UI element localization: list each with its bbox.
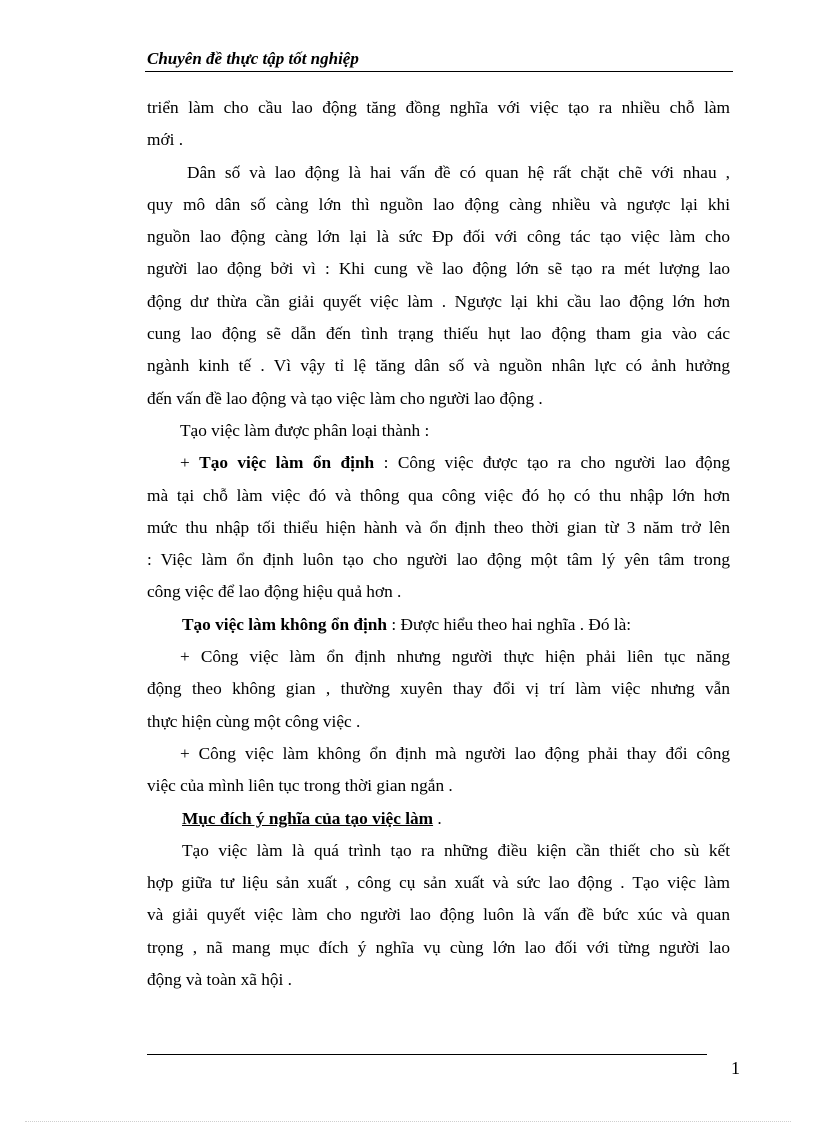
page-header-title: Chuyên đề thực tập tốt nghiệp [147, 49, 359, 68]
text-line: cung lao động sẽ dẫn đến tình trạng thiếu hụt lao động tham gia vào các [147, 324, 730, 344]
page-number: 1 [731, 1058, 740, 1078]
bold-term: Tạo việc làm ổn định [199, 453, 375, 473]
text-line: mức thu nhập tối thiểu hiện hành và ổn định theo thời gian từ 3 năm trở lên [147, 517, 730, 537]
text-span: . [433, 808, 442, 828]
text-line: thực hiện cùng một công việc . [147, 711, 361, 731]
document-body [147, 92, 730, 996]
text-span: : Được hiểu theo hai nghĩa . Đó là: [387, 614, 632, 634]
text-line: + Công việc làm không ổn định mà người lao động phải thay đổi công [180, 743, 730, 763]
footer-rule [147, 1054, 707, 1055]
text-line [147, 447, 730, 479]
text-line: : Việc làm ổn định luôn tạo cho người lao động một tâm lý yên tâm trong [147, 550, 730, 570]
text-line: mới . [147, 130, 184, 150]
text-line [147, 803, 730, 835]
text-line: ngành kinh tế . Vì vậy tỉ lệ tăng dân số và nguồn nhân lực có ảnh hưởng [147, 356, 730, 376]
text-line: việc của mình liên tục trong thời gian ngắn . [147, 776, 453, 796]
text-line: + Công việc làm ổn định nhưng người thực hiện phải liên tục năng [180, 647, 730, 667]
bullet-plus: + [180, 453, 200, 473]
text-line: mà tại chỗ làm việc đó và thông qua công việc đó họ có thu nhập lớn hơn [147, 485, 730, 505]
text-line: trọng , nã mang mục đích ý nghĩa vụ cùng lớn lao đối với từng người lao [147, 937, 730, 957]
bold-term: Tạo việc làm không ổn định [182, 614, 388, 634]
text-line: Tạo việc làm được phân loại thành : [180, 420, 430, 440]
text-line: và giải quyết việc làm cho người lao động luôn là vấn đề bức xúc và quan [147, 905, 730, 925]
text-line: quy mô dân số càng lớn thì nguồn lao động càng nhiều và ngược lại khi [147, 194, 730, 214]
text-line: Dân số và lao động là hai vấn đề có quan hệ rất chặt chẽ với nhau , [187, 162, 730, 182]
page-bottom-divider [25, 1121, 791, 1122]
text-line: người lao động bởi vì : Khi cung về lao động lớn sẽ tạo ra mét lượng lao [147, 259, 730, 279]
text-line: động và toàn xã hội . [147, 970, 292, 990]
text-line: nguồn lao động càng lớn lại là sức Ðp đối với công tác tạo việc làm cho [147, 227, 730, 247]
text-span: : Công việc được tạo ra cho người lao động [374, 453, 730, 473]
text-line: động dư thừa cần giải quyết việc làm . Ngược lại khi cầu lao động lớn hơn [147, 291, 730, 311]
text-line: động theo không gian , thường xuyên thay đổi vị trí làm việc nhưng vẫn [147, 679, 730, 699]
text-line: đến vấn đề lao động và tạo việc làm cho người lao động . [147, 388, 543, 408]
text-line: công việc để lao động hiệu quả hơn . [147, 582, 402, 602]
text-line: triển làm cho cầu lao động tăng đồng nghĩa với việc tạo ra nhiều chỗ làm [147, 98, 730, 117]
text-line: Tạo việc làm là quá trình tạo ra những điều kiện cần thiết cho sù kết [182, 840, 730, 860]
text-line [147, 609, 730, 641]
section-heading: Mục đích ý nghĩa của tạo việc làm [182, 808, 434, 828]
header-rule [145, 71, 733, 72]
text-line: hợp giữa tư liệu sản xuất , công cụ sản xuất và sức lao động . Tạo việc làm [147, 873, 730, 893]
